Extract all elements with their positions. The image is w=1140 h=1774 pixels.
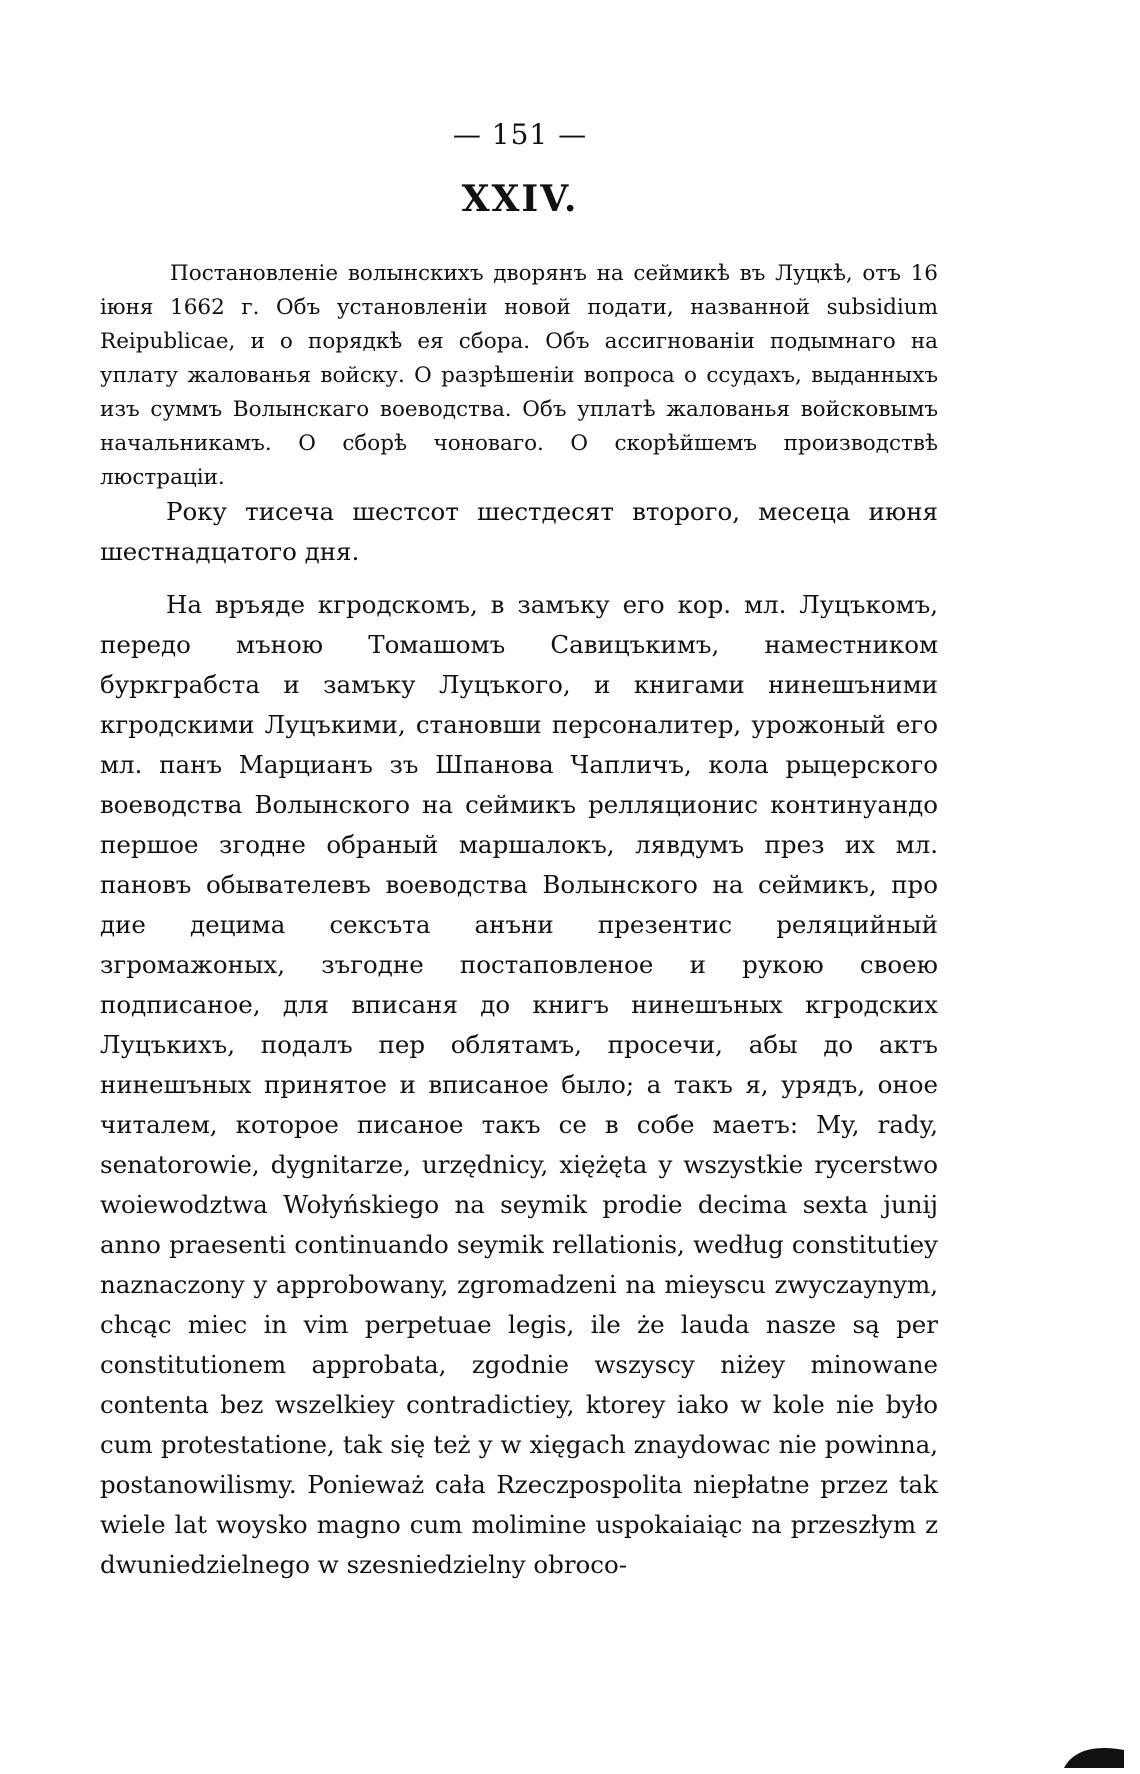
document-number: XXIV. (461, 178, 579, 220)
document-summary: Постановленіе волынскихъ дворянъ на сеймикѣ въ Луцкѣ, отъ 16 іюня 1662 г. Объ установленіи новой подати, названной subsidium Reipublicae, и о порядкѣ ея сбора. Объ ассигнованіи подымнаго на уплату жалованья войску. О разрѣшеніи вопроса о ссудахъ, выданныхъ изъ суммъ Волынскаго воеводства. Объ уплатѣ жалованья войсковымъ начальникамъ. О сборѣ чоноваго. О скорѣйшемъ производствѣ люстраціи. (100, 261, 938, 490)
page-corner-mark (1062, 1740, 1126, 1770)
page-number: — 151 — (452, 118, 588, 151)
body-paragraph-date: Року тисеча шестсот шестдесят второго, месеца июня шестнадцатого дня. (100, 497, 938, 566)
body-paragraph-main: На връяде кгродскомъ, в замъку его кор. мл. Луцъкомъ, передо мъною Томашомъ Савицъкимъ, наместником буркграбста и замъку Луцъкого, и книгами нинешъними кгродскими Луцъкими, становши персоналитер, урожоный его мл. панъ Марцианъ зъ Шпанова Чапличъ, кола рыцерского воеводства Волынского на сеймикъ релляционис континуандо першое згодне обраный маршалокъ, лявдумъ през их мл. пановъ обывателевъ воеводства Волынского на сеймикъ, про дие децима сексъта анъни презентис реляцийный згромажоных, зъгодне постаповленое и рукою своею подписаное, для вписаня до книгъ нинешъных кгродских Луцъкихъ, подалъ пер облятамъ, просечи, абы до актъ нинешъных принятое и вписаное было; а такъ я, урядъ, оное читалем, которое писаное такъ се в собе маетъ: My, rady, senatorowie, dygnitarze, urzędnicy, xiężęta y wszystkie rycerstwo woiewodztwa Wołyńskiego na seymik prodie decima sexta junij anno praesenti continuando seymik rellationis, według constitutiey naznaczony y approbowany, zgromadzeni na mieyscu zwyczaynym, chcąc miec in vim perpetuae legis, ile że lauda nasze są per constitutionem approbata, zgodnie wszyscy niżey minowane contenta bez wszelkiey contradictiey, ktorey iako w kole nie było cum protestatione, tak się też y w xięgach znaydowac nie powinna, postanowilismy. Ponieważ cała Rzeczpospolita niepłatne przez tak wiele lat woysko magno cum molimine uspokaiaiąc na przeszłym z dwuniedzielnego w szesniedzielny obroco- (100, 590, 938, 1579)
